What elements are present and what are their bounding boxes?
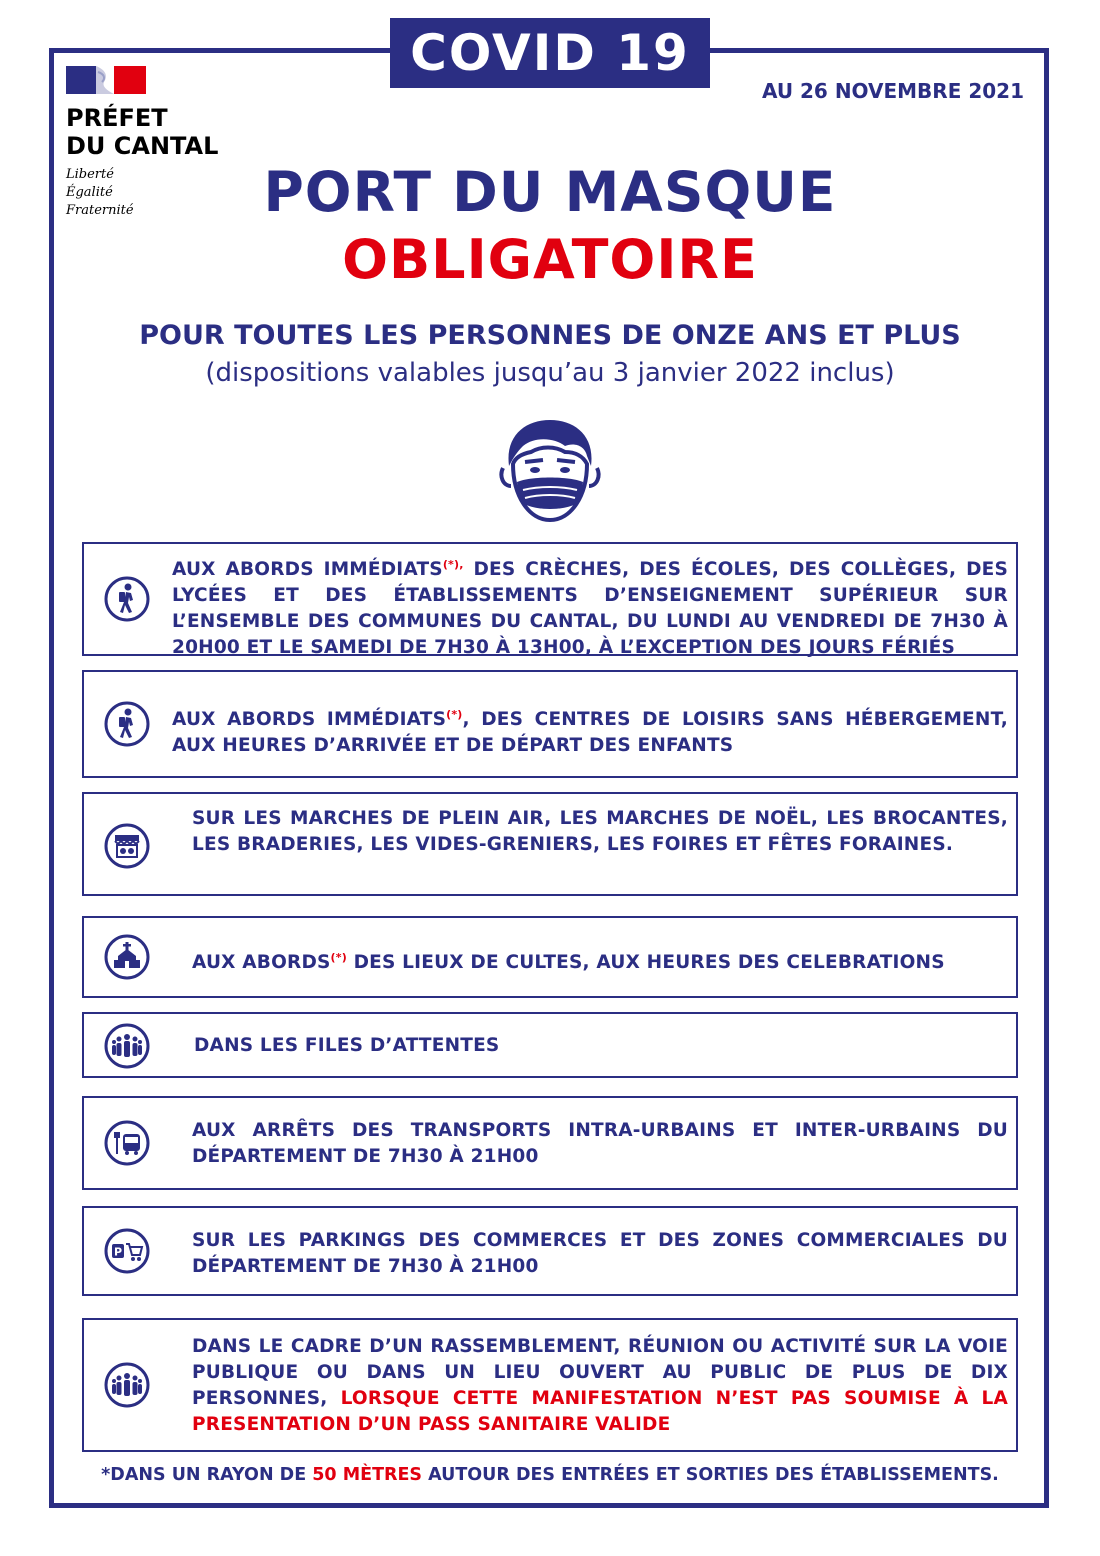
subtitle-line1: POUR TOUTES LES PERSONNES DE ONZE ANS ET PLUS	[139, 320, 961, 351]
title-line1: PORT DU MASQUE	[263, 160, 837, 224]
subtitle-line2: (dispositions valables jusqu’au 3 janvier 2022 inclus)	[205, 358, 895, 388]
rule-transport-stops	[82, 1096, 1018, 1190]
title-line2: OBLIGATOIRE	[342, 228, 758, 291]
rule-text: DANS LES FILES D’ATTENTES	[194, 1035, 500, 1056]
rule-queues	[82, 1012, 1018, 1078]
rule-text: AUX ABORDS IMMÉDIATS(*), DES CENTRES DE LOISIRS SANS HÉBERGEMENT, AUX HEURES D’ARRIVÉE ET DE DÉPART DES ENFANTS	[172, 708, 1008, 757]
crowd-icon	[104, 1362, 150, 1408]
rule-text: AUX ARRÊTS DES TRANSPORTS INTRA-URBAINS ET INTER-URBAINS DU DÉPARTEMENT DE 7H30 À 21H00	[192, 1120, 1008, 1167]
rule-text: SUR LES MARCHES DE PLEIN AIR, LES MARCHES DE NOËL, LES BROCANTES, LES BRADERIES, LES VIDES-GRENIERS, LES FOIRES ET FÊTES FORAINES.	[192, 808, 1008, 855]
rule-leisure-centers	[82, 670, 1018, 778]
parking-cart-icon	[104, 1228, 150, 1274]
motto-fraternite: Fraternité	[66, 203, 134, 218]
rule-text: DANS LE CADRE D’UN RASSEMBLEMENT, RÉUNION OU ACTIVITÉ SUR LA VOIE PUBLIQUE OU DANS UN LIEU OUVERT AU PUBLIC DE PLUS DE DIX PERSONNES, LORSQUE CETTE MANIFESTATION N’EST PAS SOUMISE À LA PRESENTATION D’UN PASS SANITAIRE VALIDE	[192, 1336, 1009, 1435]
marianne-flag-icon	[66, 66, 146, 94]
rule-places-of-worship	[82, 916, 1018, 998]
motto-egalite: Égalité	[66, 185, 113, 200]
crowd-icon	[104, 1023, 150, 1069]
market-stall-icon	[104, 823, 150, 869]
covid-banner: COVID 19	[390, 18, 710, 88]
poster-date: AU 26 NOVEMBRE 2021	[761, 79, 1024, 103]
rule-public-gatherings	[82, 1318, 1018, 1452]
child-walking-icon	[104, 701, 150, 747]
rule-text: AUX ABORDS IMMÉDIATS(*), DES CRÈCHES, DES ÉCOLES, DES COLLÈGES, DES LYCÉES ET DES ÉTABLISSEMENTS D’ENSEIGNEMENT SUPÉRIEUR SUR L’ENSEMBLE DES COMMUNES DU CANTAL, DU LUNDI AU VENDREDI DE 7H30 À 20H00 ET LE SAMEDI DE 7H30 À 13H00, À L’EXCEPTION DES JOURS FÉRIÉS	[172, 558, 1008, 659]
prefecture-line2: DU CANTAL	[66, 132, 219, 160]
prefecture-line1: PRÉFET	[66, 104, 168, 132]
motto-liberte: Liberté	[66, 167, 114, 182]
rule-school-surroundings	[82, 542, 1018, 659]
bus-stop-icon	[104, 1120, 150, 1166]
masked-face-icon	[495, 416, 605, 526]
church-icon	[104, 934, 150, 980]
rule-text: AUX ABORDS(*) DES LIEUX DE CULTES, AUX HEURES DES CELEBRATIONS	[192, 951, 945, 974]
student-walking-icon	[104, 576, 150, 622]
rule-text: SUR LES PARKINGS DES COMMERCES ET DES ZONES COMMERCIALES DU DÉPARTEMENT DE 7H30 À 21H00	[192, 1230, 1008, 1277]
rule-outdoor-markets	[82, 792, 1018, 896]
rule-shop-parkings	[82, 1206, 1018, 1296]
prefecture-name	[66, 104, 266, 160]
footnote: *DANS UN RAYON DE 50 MÈTRES AUTOUR DES ENTRÉES ET SORTIES DES ÉTABLISSEMENTS.	[101, 1465, 999, 1485]
svg-text:P: P	[113, 1245, 123, 1259]
